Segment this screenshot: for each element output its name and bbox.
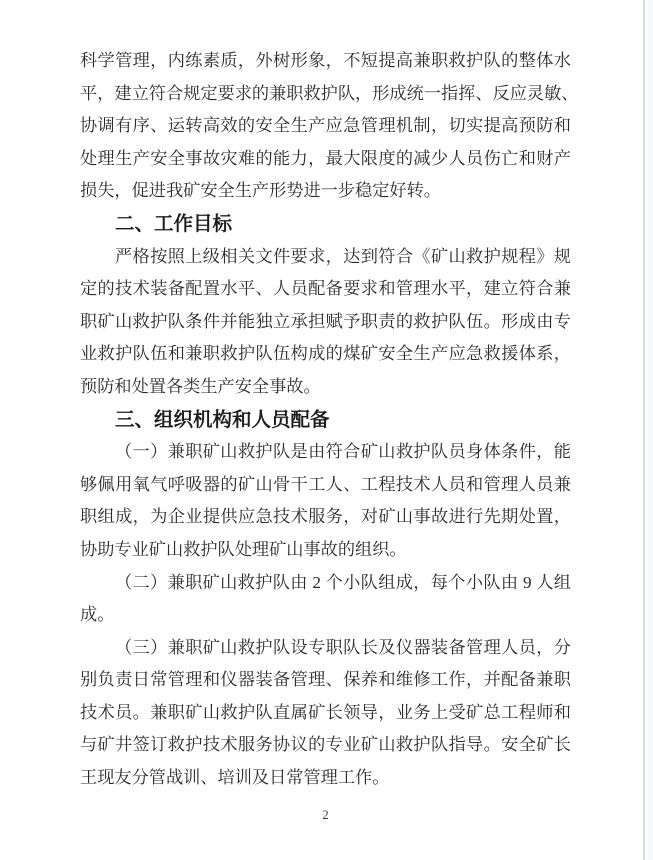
text-line: 协助专业矿山救护队处理矿山事故的组织。 (80, 539, 407, 559)
text-line: 职组成，为企业提供应急技术服务，对矿山事故进行先期处置， (80, 507, 571, 527)
section-heading: 二、工作目标 (115, 212, 233, 235)
text-line: 王现友分管战训、培训及日常管理工作。 (80, 768, 390, 788)
document-body (80, 45, 579, 795)
text-line: 严格按照上级相关文件要求，达到符合《矿山救护规程》规 (115, 246, 571, 266)
text-line: 平，建立符合规定要求的兼职救护队，形成统一指挥、反应灵敏、 (80, 83, 579, 103)
text-line: 损失，促进我矿安全生产形势进一步稳定好转。 (80, 181, 441, 201)
text-line: 处理生产安全事故灾难的能力，最大限度的减少人员伤亡和财产 (80, 148, 571, 168)
text-line: 科学管理，内练素质，外树形象，不短提高兼职救护队的整体水 (80, 51, 571, 70)
section-heading: 三、组织机构和人员配备 (115, 408, 330, 431)
text-line: 预防和处置各类生产安全事故。 (80, 376, 321, 396)
text-line: 职矿山救护队条件并能独立承担赋予职责的救护队伍。形成由专 (80, 311, 571, 331)
text-line: （三）兼职矿山救护队设专职队长及仪器装备管理人员，分 (115, 637, 571, 657)
text-line: 协调有序、运转高效的安全生产应急管理机制，切实提高预防和 (80, 116, 571, 136)
text-line: （一）兼职矿山救护队是由符合矿山救护队员身体条件，能 (115, 442, 571, 462)
text-line: 够佩用氧气呼吸器的矿山骨干工人、工程技术人员和管理人员兼 (80, 474, 571, 494)
text-line: 成。 (80, 605, 115, 625)
page-side-gutter (647, 0, 653, 860)
page-footer (80, 807, 571, 823)
text-line: 与矿井签订救护技术服务协议的专业矿山救护队指导。安全矿长 (80, 735, 571, 755)
text-line: 定的技术装备配置水平、人员配备要求和管理水平，建立符合兼 (80, 279, 571, 299)
text-line: （二）兼职矿山救护队由 2 个小队组成，每个小队由 9 人组 (115, 572, 571, 592)
text-line: 技术员。兼职矿山救护队直属矿长领导，业务上受矿总工程师和 (80, 702, 571, 722)
page-number: 2 (322, 808, 329, 822)
text-line: 业救护队伍和兼职救护队伍构成的煤矿安全生产应急救援体系， (80, 344, 571, 364)
text-line: 别负责日常管理和仪器装备管理、保养和维修工作，并配备兼职 (80, 670, 571, 690)
